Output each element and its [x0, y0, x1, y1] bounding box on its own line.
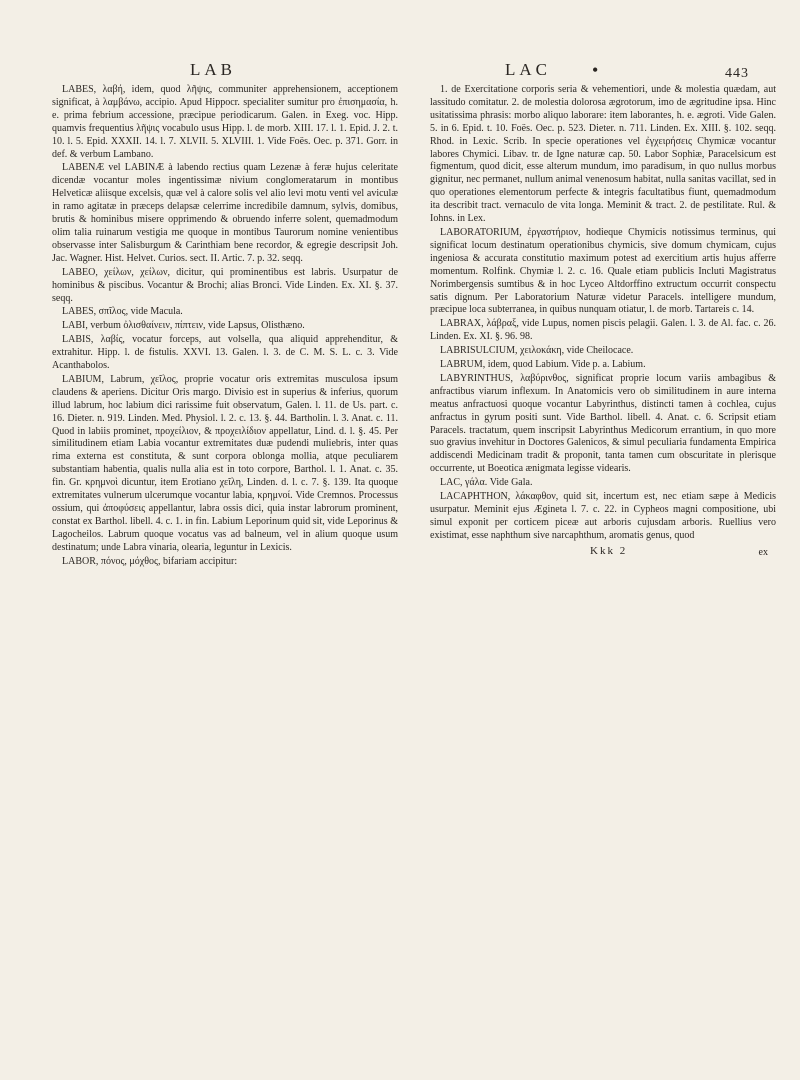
entry-labes: LABES, λαβή, idem, quod λῆψις, communiter apprehensionem, acceptionem significat, à λαμβάνω, accipio. Apud Hippocr. specialiter sumitur pro ἐπισημασία, h. e. prima febrium accessione, præcipue periodicarum. Galen. in Exeg. voc. Hipp. quamvis frequentius λῆψις vocabulo usus Hipp. l. de morb. XIII. 17. l. 1. Epid. J. 2. t. 10. l. 5. Epid. XXXII. 14. l. 7. XLVII. 5. XLVIII. 1. Vide Foës. Oec. p. 371. Gorr. in def. & verbum Lambano. [52, 84, 398, 160]
right-column [430, 84, 776, 559]
left-column [52, 84, 398, 570]
signature-mark: Kkk 2 [590, 544, 628, 557]
entry-labrisulcium: LABRISULCIUM, χειλοκάκη, vide Cheilocace. [440, 345, 634, 357]
entry-lacaphthon: LACAPHTHON, λάκαφθον, quid sit, incertum est, nec etiam sæpe à Medicis usurpatur. Meminit ejus Ægineta l. 7. c. 22. in Cypheos magni compositione, ubi simul exponit per corticem piceæ aut arboris cujusdam arboris. Ruellius vero existimat, esse naphthum sive narcaphthum, aromatis genus, quod [430, 491, 776, 541]
entry-labrum: LABRUM, idem, quod Labium. Vide p. a. Labium. [440, 359, 646, 371]
entry-labyrinthus: LABYRINTHUS, λαβύρινθος, significat proprie locum variis ambagibus & anfractibus viarum inflexum. In Anatomicis vero ob similitudinem in aure interna meatus anfractuosi quoque vocantur Labyrinthus, distincti tamen à cochlea, cujus anfractus in gyrum positi sunt. Vide Barthol. libell. 4. Anat. c. 6. Scripsit etiam Paracels. tractatum, quem inscripsit Labyrinthus Medicorum errantium, in quo more suo gravius invehitur in Doctores Galenicos, & simul peculiaria fundamenta Empirica addiscendi Medicinam tradit & proponit, tanta tamen cum obscuritate in plerisque occurrente, ut Boeotica ænigmata legisse videaris. [430, 372, 776, 475]
entry-labium: LABIUM, Labrum, χεῖλος, proprie vocatur oris extremitas musculosa ipsum claudens & aperiens. Dicitur Oris margo. Divisio est in superius & inferius, quorum illud labrum, hoc labium dici rarissime fuit observatum, Galen. l. 11. de Us. part. c. 16. Dieter. n. 919. Linden. Med. Physiol. l. 2. c. 13. §. 44. Bartholin. l. 3. Anat. c. 11. Quod in labiis prominet, προχείλιον, & προχειλίδιον appellatur, Lind. d. l. §. 45. Per similitudinem etiam Labia vocantur extremitates duæ pudendi muliebris, inter quas rima externa est constituta, & sunt corpora oblonga mollia, atque peculiarem substantiam habentia, qualis nulla alia est in toto corpore, Barthol. l. 1. Anat. c. 35. fin. Gr. κρημνοὶ dicuntur, item Erotiano χεῖλη, Linden. d. l. c. 7. §. 139. Ita quoque extremitates vulnerum ulcerumque vocantur labia, κρημνοί. Vide Cremnos. Processus ossium, qui ἀποφύσεις appellantur, labra ossis dici, quia instar labrorum prominent, constat ex Barthol. libell. 4. c. 1. in fin. Labium Leporinum quid sit, vide Leporinus & Lagocheilos. Labrum quoque vocatus vas ad balneum, vel in alium quoque usum destinatum; unde Labra vinaria, olearia, leguntur in Lexicis. [52, 373, 398, 553]
entry-labrax: LABRAX, λάβραξ, vide Lupus, nomen piscis pelagii. Galen. l. 3. de Al. fac. c. 26. Linden. Ex. XI. §. 96. 98. [430, 318, 776, 343]
running-head-left: LAB [190, 60, 236, 79]
entry-labenae: LABENÆ vel LABINÆ à labendo rectius quam Lezenæ à feræ hujus celeritate dicendæ vocantur moles ingentissimæ nivium conglomeratarum in montibus Helveticæ aliisque excelsis, quæ vel à calore solis vel alio levi motu venti vel aviculæ in ramo agitatæ in præceps delapsæ celerrime incredibile damnum, sylvis, domibus, brutis & hominibus misere opprimendo & obruendo inferre solent, quemadmodum olim talia ruinarum vestigia me quoque in montibus Taurorum nomine venientibus observasse inter Salisburgum & Carinthiam bene recordor, & egregie descripsit Joh. Jac. Wagner. Hist. Helvet. Curios. sect. II. Artic. 7. p. 32. seqq. [52, 162, 398, 264]
running-head-right: LAC [505, 60, 551, 79]
entry-laboratorium: LABORATORIUM, ἐργαστήριον, hodieque Chymicis notissimus terminus, qui significat locum destinatum operationibus chymicis, sive domum chymicam, cujus ingeniosa & accurata constitutio maximum potest ad exercitium artis hujus afferre momentum. Rolfink. Chymiæ l. 2. c. 16. Quale etiam publicis Incluti Magistratus Norimbergensis sumtibus & in hoc Lyceo Altdorffino extructum occurrit conspectu satis dignum. Per Laboratorium Naturæ videtur Paracels. intelligere mundum, præcipue loca subterranea, in quibus nunquam otiatur, l. de morb. Tartareis c. 14. [430, 226, 776, 316]
page-footer [430, 545, 776, 559]
catchword: ex [758, 546, 768, 558]
running-head-dot: • [592, 60, 599, 80]
page-number: 443 [725, 66, 749, 81]
entry-labeo: LABEO, χείλων, χείλων, dicitur, qui prominentibus est labris. Usurpatur de hominibus & piscibus. Vocantur & Brochi; alias Bronci. Vide Linden. Ex. XI. §. 37. seqq. [52, 266, 398, 304]
entry-labes-macula: LABES, σπῖλος, vide Macula. [62, 306, 183, 318]
entry-labor-cont: 1. de Exercitatione corporis seria & vehementiori, unde & molestia quædam, aut lassitudo comitatur. 2. de molestia dolorosa ægrotorum, imo de ægritudine ipsa. Hinc usitatissima phrasis: morbo aliquo laborare: item laborantes, h. e. ægroti. Vide Galen. 5. in 6. Epid. t. 10. Foës. Oec. p. 523. Dieter. n. 711. Linden. Ex. XIII. §. 102. seqq. Rhod. in Lexic. Scrib. In specie operationes vel ἐγχειρήσεις Chymicæ vocantur labores Chymici. Libav. tr. de Igne naturæ cap. 50. Labor Sophiæ, Paracelsicum est figmentum, quod dicit, esse alterum mundum, imo paradisum, in quo nullus morbus gignitur, nec permanet, nullum animal venenosum habitat, nulla sanitas vacillat, sed in quo operationes elementorum perfecte & integris facultatibus fiunt, quemadmodum ita describit tract. vernaculo de vita longa. Meminit & tract. 2. de pestilitate. Rul. & Iohns. in Lex. [430, 84, 776, 225]
entry-labor: LABOR, πόνος, μόχθος, bifariam accipitur: [62, 555, 238, 567]
entry-lac: LAC, γάλα. Vide Gala. [440, 477, 533, 489]
entry-labi: LABI, verbum ὀλισθαίνειν, πίπτειν, vide Lapsus, Olisthæno. [62, 320, 305, 332]
entry-labis: LABIS, λαβίς, vocatur forceps, aut volsella, qua aliquid apprehenditur, & extrahitur. Hipp. l. de fistulis. XXVI. 13. Galen. l. 3. de C. M. S. L. c. 3. Vide Acanthabolos. [52, 334, 398, 372]
